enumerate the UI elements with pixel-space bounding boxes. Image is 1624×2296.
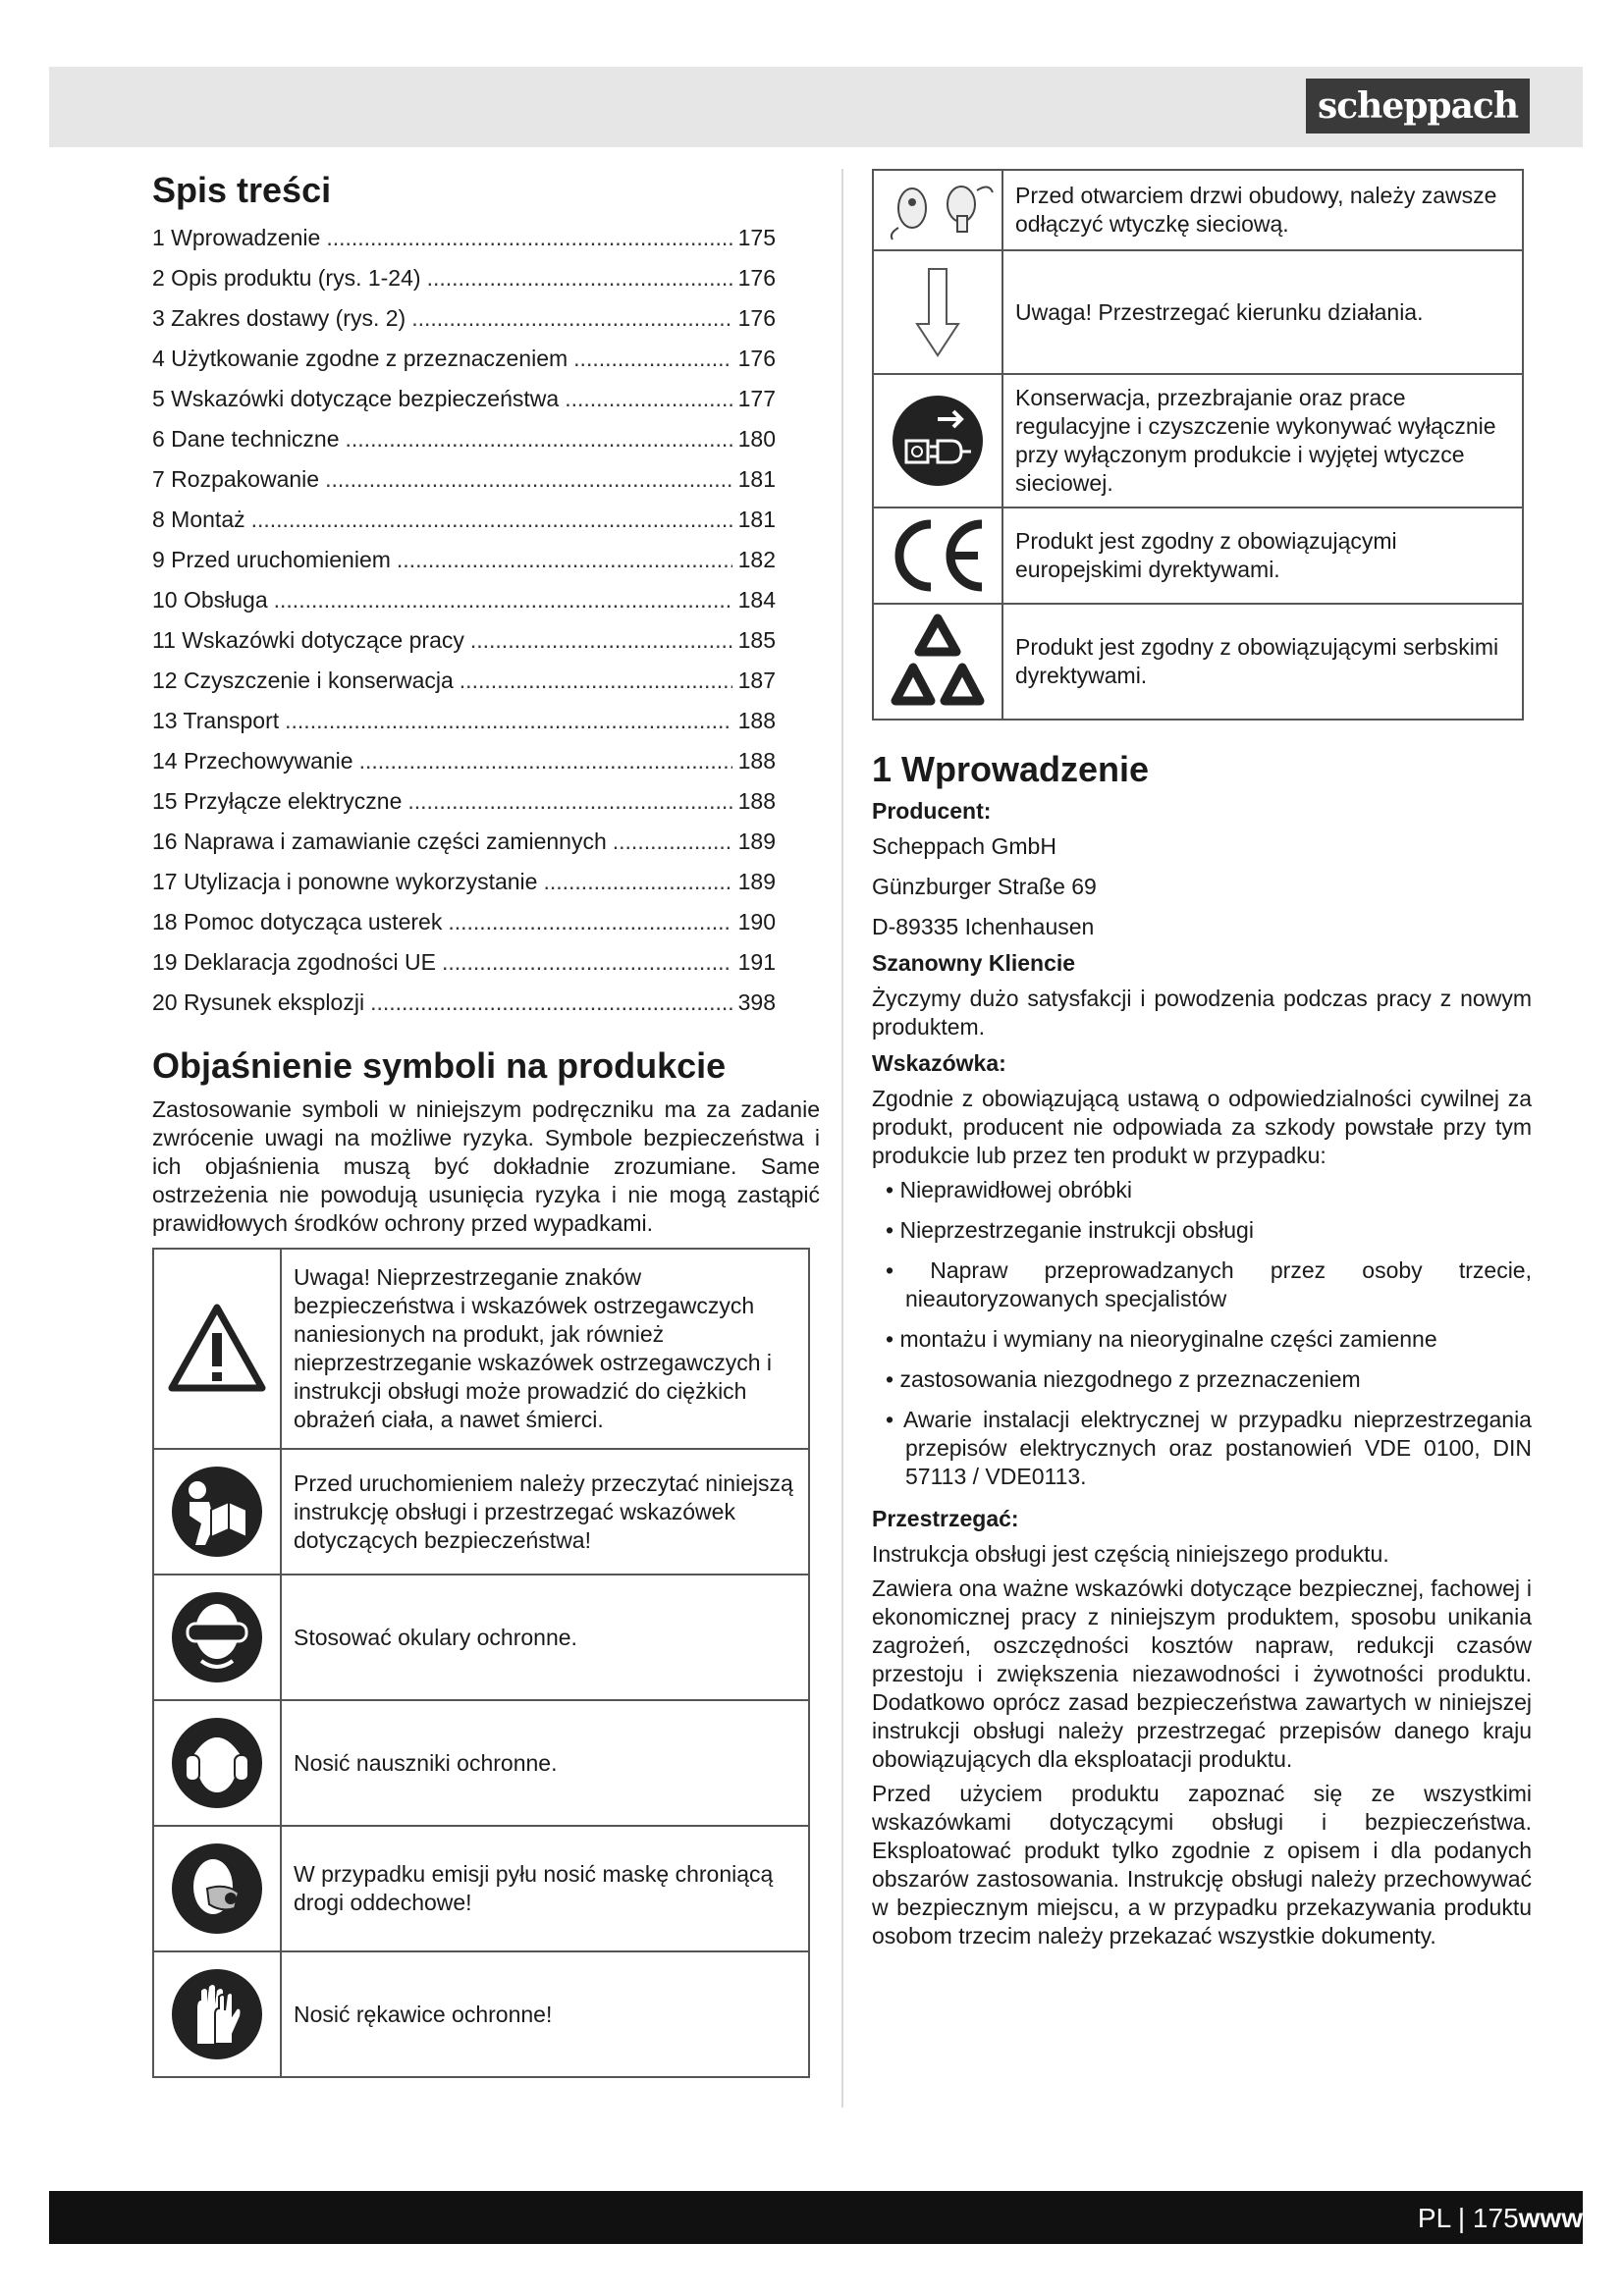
protective-gloves-icon [153, 1951, 281, 2077]
company-street: Günzburger Straße 69 [872, 874, 1097, 899]
column-divider [841, 169, 843, 2108]
ear-protection-icon [153, 1700, 281, 1826]
toc-entry-page: 181 [737, 507, 776, 532]
toc-entry-page: 182 [737, 547, 776, 572]
toc-entry-page: 189 [737, 869, 776, 894]
symbol-row [873, 507, 1523, 604]
symbol-row [153, 1575, 809, 1700]
toc-entry[interactable] [152, 983, 776, 1023]
symbol-text: Uwaga! Nieprzestrzeganie znaków bezpieczeństwa i wskazówek ostrzegawczych naniesionych na produkt, jak również nieprzestrzeganie wskazówek ostrzegawczych i instrukcji obsługi może prowadzić do ciężkich obrażeń ciała, a nawet śmierci. [281, 1249, 809, 1449]
symbol-row [153, 1951, 809, 2077]
observe-paragraph-1: Instrukcja obsługi jest częścią niniejszego produktu. [872, 1541, 1389, 1567]
greeting-heading: Szanowny Kliencie [872, 950, 1076, 976]
company-city: D-89335 Ichenhausen [872, 914, 1095, 939]
toc-entry-label: 19 Deklaracja zgodności UE [152, 949, 436, 975]
toc-entry[interactable] [152, 822, 776, 862]
toc-entry-page: 188 [737, 708, 776, 733]
toc-list [152, 218, 820, 1023]
symbol-row [153, 1700, 809, 1826]
toc-entry-label: 18 Pomoc dotycząca usterek [152, 909, 443, 934]
toc-entry[interactable] [152, 218, 776, 258]
toc-entry[interactable] [152, 580, 776, 620]
symbol-text: Konserwacja, przezbrajanie oraz prace regulacyjne i czyszczenie wykonywać wyłącznie przy wyłączonym produkcie i wyjętej wtyczce sieciowej. [1002, 374, 1523, 507]
warning-triangle-icon [153, 1249, 281, 1449]
symbol-text: Przed otwarciem drzwi obudowy, należy zawsze odłączyć wtyczkę sieciową. [1002, 170, 1523, 250]
symbol-row [153, 1249, 809, 1449]
direction-arrow-icon [873, 250, 1002, 374]
list-item: • Napraw przeprowadzanych przez osoby trzecie, nieautoryzowanych specjalistów [886, 1256, 1532, 1313]
toc-entry[interactable] [152, 298, 776, 339]
observe-heading: Przestrzegać: [872, 1506, 1019, 1531]
toc-entry-label: 14 Przechowywanie [152, 748, 353, 774]
toc-entry-page: 188 [737, 748, 776, 774]
intro-title: 1 Wprowadzenie [872, 749, 1150, 789]
toc-entry[interactable] [152, 741, 776, 781]
symbols-table [152, 1248, 810, 2078]
symbol-row [873, 604, 1523, 720]
toc-entry-label: 5 Wskazówki dotyczące bezpieczeństwa [152, 386, 560, 411]
list-item: • Awarie instalacji elektrycznej w przypadku nieprzestrzegania przepisów elektrycznych oraz postanowień VDE 0100, DIN 57113 / VDE0113. [886, 1406, 1532, 1491]
toc-entry-page: 398 [737, 989, 776, 1015]
toc-entry[interactable] [152, 620, 776, 661]
header-band [49, 67, 1583, 147]
toc-entry-label: 11 Wskazówki dotyczące pracy [152, 627, 464, 653]
toc-entry-label: 8 Montaż [152, 507, 245, 532]
toc-entry[interactable] [152, 459, 776, 500]
symbols-intro: Zastosowanie symboli w niniejszym podręczniku ma za zadanie zwrócenie uwagi na możliwe ryzyka. Symbole bezpieczeństwa i ich objaśnienia muszą być dokładnie zrozumiane. Same ostrzeżenia nie powodują usunięcia ryzyka i nie mogą zastąpić prawidłowych środków ochrony przed wypadkami. [152, 1096, 820, 1236]
toc-entry-label: 16 Naprawa i zamawianie części zamiennych [152, 828, 607, 854]
toc-entry-label: 7 Rozpakowanie [152, 466, 320, 492]
toc-entry-label: 20 Rysunek eksplozji [152, 989, 365, 1015]
toc-entry-label: 12 Czyszczenie i konserwacja [152, 667, 454, 693]
toc-entry[interactable] [152, 862, 776, 902]
toc-entry-label: 9 Przed uruchomieniem [152, 547, 391, 572]
toc-entry-page: 181 [737, 466, 776, 492]
toc-entry[interactable] [152, 781, 776, 822]
toc-entry[interactable] [152, 540, 776, 580]
safety-goggles-icon [153, 1575, 281, 1700]
toc-entry-page: 190 [737, 909, 776, 934]
toc-entry[interactable] [152, 902, 776, 942]
toc-entry[interactable] [152, 942, 776, 983]
symbol-text: Uwaga! Przestrzegać kierunku działania. [1002, 250, 1523, 374]
toc-entry-label: 15 Przyłącze elektryczne [152, 788, 403, 814]
read-manual-icon [153, 1449, 281, 1575]
toc-entry-label: 10 Obsługa [152, 587, 268, 613]
toc-entry-label: 4 Użytkowanie zgodne z przeznaczeniem [152, 346, 568, 371]
toc-entry-page: 180 [737, 426, 776, 452]
list-item: • Nieprawidłowej obróbki [886, 1176, 1532, 1204]
toc-entry-label: 17 Utylizacja i ponowne wykorzystanie [152, 869, 538, 894]
toc-entry-page: 189 [737, 828, 776, 854]
symbol-text: Nosić rękawice ochronne! [281, 1951, 809, 2077]
disconnect-plug-icon [873, 374, 1002, 507]
toc-entry-page: 175 [737, 225, 776, 250]
toc-entry-label: 1 Wprowadzenie [152, 225, 321, 250]
page-label: PL | 175 [1417, 2203, 1519, 2233]
producer-heading: Producent: [872, 798, 992, 824]
right-column [872, 169, 1532, 1956]
symbol-text: Produkt jest zgodny z obowiązującymi serbskimi dyrektywami. [1002, 604, 1523, 720]
toc-entry-page: 176 [737, 346, 776, 371]
liability-list [886, 1176, 1532, 1491]
list-item: • montażu i wymiany na nieoryginalne części zamienne [886, 1325, 1532, 1354]
toc-entry-page: 176 [737, 305, 776, 331]
toc-entry-page: 187 [737, 667, 776, 693]
ce-mark-icon [873, 507, 1002, 604]
toc-entry[interactable] [152, 339, 776, 379]
toc-entry-label: 13 Transport [152, 708, 280, 733]
footer-bar [49, 2191, 1583, 2244]
list-item: • Nieprzestrzeganie instrukcji obsługi [886, 1216, 1532, 1245]
list-item: • zastosowania niezgodnego z przeznaczeniem [886, 1365, 1532, 1394]
left-column [152, 169, 820, 2078]
serbian-conformity-icon [873, 604, 1002, 720]
company-name: Scheppach GmbH [872, 833, 1056, 859]
toc-entry-page: 177 [737, 386, 776, 411]
symbol-row [873, 170, 1523, 250]
symbol-text: W przypadku emisji pyłu nosić maskę chroniącą drogi oddechowe! [281, 1826, 809, 1951]
symbols-table-right [872, 169, 1524, 721]
note-heading: Wskazówka: [872, 1050, 1006, 1076]
symbols-title: Objaśnienie symboli na produkcie [152, 1045, 727, 1086]
symbol-row [153, 1449, 809, 1575]
symbol-row [873, 250, 1523, 374]
symbol-row [153, 1826, 809, 1951]
web-label: www [1518, 2203, 1583, 2233]
toc-entry[interactable] [152, 661, 776, 701]
toc-entry[interactable] [152, 379, 776, 419]
toc-entry-page: 185 [737, 627, 776, 653]
toc-entry-page: 188 [737, 788, 776, 814]
toc-entry-label: 2 Opis produktu (rys. 1-24) [152, 265, 421, 291]
symbol-row [873, 374, 1523, 507]
symbol-text: Stosować okulary ochronne. [281, 1575, 809, 1700]
toc-entry-page: 176 [737, 265, 776, 291]
note-text: Zgodnie z obowiązującą ustawą o odpowiedzialności cywilnej za produkt, producent nie odpowiada za szkody powstałe przy tym produkcie lub przez ten produkt w przypadku: [872, 1086, 1532, 1168]
toc-title: Spis treści [152, 170, 332, 210]
symbol-text: Nosić nauszniki ochronne. [281, 1700, 809, 1826]
unplug-icon [873, 170, 1002, 250]
toc-entry-label: 6 Dane techniczne [152, 426, 340, 452]
page-number [1418, 2203, 1583, 2234]
toc-entry[interactable] [152, 419, 776, 459]
toc-entry[interactable] [152, 258, 776, 298]
symbol-text: Produkt jest zgodny z obowiązującymi europejskimi dyrektywami. [1002, 507, 1523, 604]
brand-logo: scheppach [1306, 79, 1530, 133]
toc-entry-label: 3 Zakres dostawy (rys. 2) [152, 305, 406, 331]
greeting-text: Życzymy dużo satysfakcji i powodzenia podczas pracy z nowym produktem. [872, 986, 1532, 1040]
toc-entry[interactable] [152, 500, 776, 540]
toc-entry[interactable] [152, 701, 776, 741]
toc-entry-page: 191 [737, 949, 776, 975]
toc-entry-page: 184 [737, 587, 776, 613]
dust-mask-icon [153, 1826, 281, 1951]
symbol-text: Przed uruchomieniem należy przeczytać niniejszą instrukcję obsługi i przestrzegać wskazówek dotyczących bezpieczeństwa! [281, 1449, 809, 1575]
observe-paragraph-3: Przed użyciem produktu zapoznać się ze wszystkimi wskazówkami dotyczącymi obsługi i bezpieczeństwa. Eksploatować produkt tylko zgodnie z opisem i dla podanych obszarów zastosowania. Instrukcję obsługi należy przechowywać w bezpiecznym miejscu, a w przypadku przekazywania produktu osobom trzecim należy przekazać wszystkie dokumenty. [872, 1781, 1532, 1949]
observe-paragraph-2: Zawiera ona ważne wskazówki dotyczące bezpiecznej, fachowej i ekonomicznej pracy z niniejszym produktem, sposobu unikania zagrożeń, oszczędności kosztów napraw, redukcji czasów przestoju i zwiększenia niezawodności i żywotności produktu. Dodatkowo oprócz zasad bezpieczeństwa zawartych w niniejszej instrukcji obsługi należy przestrzegać przepisów danego kraju obowiązujących dla eksploatacji produktu. [872, 1575, 1532, 1772]
